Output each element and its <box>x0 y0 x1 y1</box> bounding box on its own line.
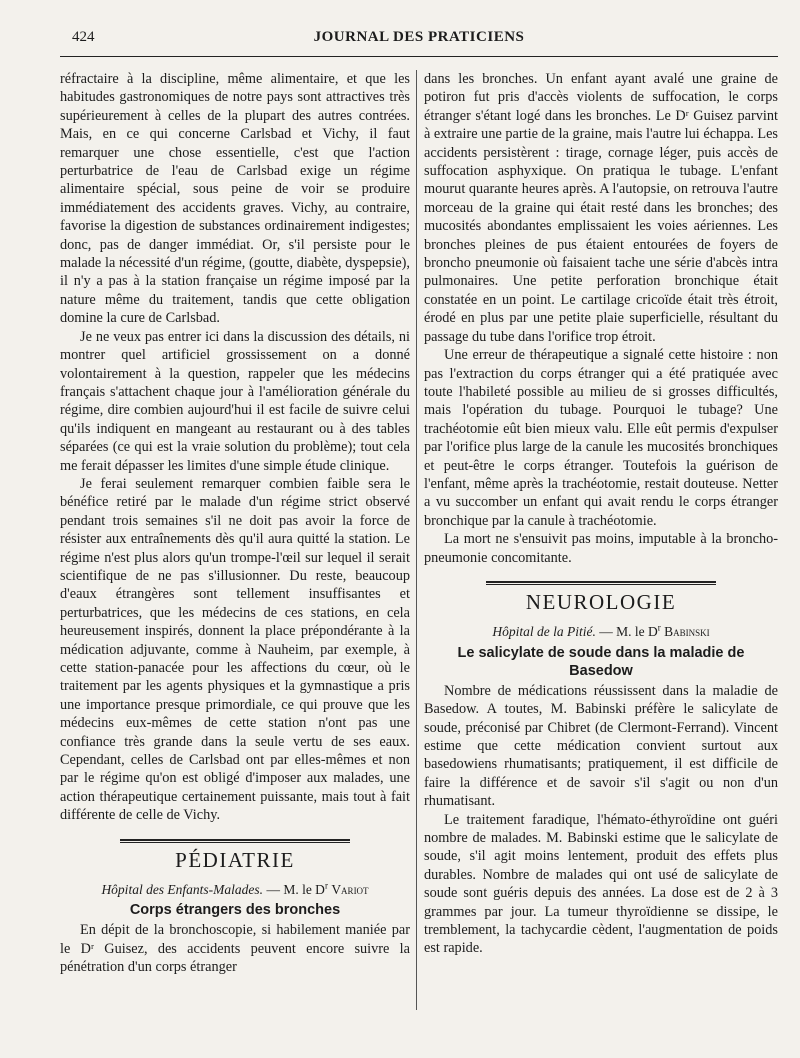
article-title: Corps étrangers des bronches <box>129 902 341 919</box>
hospital-author-prefix: — M. le D <box>599 624 658 640</box>
hospital-author-sup: r <box>324 880 328 891</box>
paragraph: Nombre de médications réussissent dans la maladie de Basedow. A toutes, M. Babinski préfère le salicylate de soude, préconisé par Chibret (de Clermont-Ferrand). Vincent estime que cette médication convient surtout aux basedowiens rhumatisants; pratiquement, il est difficile de faire la différence et de savoir s'il s'agit ou non d'un rhumatisant. <box>424 682 778 810</box>
paragraph: La mort ne s'ensuivit pas moins, imputable à la broncho-pneumonie concomitante. <box>424 531 778 566</box>
column-divider <box>416 70 417 1010</box>
page-number: 424 <box>72 29 95 45</box>
hospital-author-name: Babinski <box>664 624 710 640</box>
section-heading-pediatrie: PÉDIATRIE <box>120 839 350 871</box>
hospital-place: Hôpital de la Pitié. <box>492 624 596 640</box>
article-title: Le salicylate de soude dans la maladie de Basedow <box>457 644 745 679</box>
paragraph: réfractaire à la discipline, même alimentaire, et que les habitudes gastronomiques de notre pays sont attractives très supérieurement à celles de la plupart des autres contrées. Mais, en ce qui concerne Carlsbad et Vichy, il faut remarquer une chose essentielle, c'est que l'action perturbatrice de l'eau de Carlsbad exige un régime alimentaire spécial, sous peine de voir se produire immédiatement des accidents graves. Vichy, au contraire, favorise la digestion de substances ordinairement indigestes; donc, pas de danger immédiat. Or, s'il persiste pour le malade la nécessité d'un régime, (goutte, diabète, dyspepsie), il n'y a pas à la station française un régime imposé par la nature même du traitement, tandis que cette obligation domine la cure de Carlsbad. <box>60 71 410 327</box>
hospital-author-sup: r <box>657 622 661 633</box>
paragraph: Je ferai seulement remarquer combien faible sera le bénéfice retiré par le malade d'un régime strict observé pendant trois semaines s'il ne doit pas avoir la force de résister aux entraînements dès qu'il aura quitté la station. Le régime n'est plus alors qu'un trompe-l'œil sur lequel il serait scientifique de ne pas s'illusionner. Du reste, beaucoup d'eaux étrangères sont tellement insuffisantes et perturbatrices, que les médecins de ces stations, en cela heureusement inspirés, donnent la place prépondérante à la médication adjuvante, comme à Nauheim, par exemple, à cette station-panacée pour les affections du cœur, où le traitement par les agents physiques et la gymnastique a pris une importance presque primordiale, ce qui prouve que les médecins eux-mêmes de cette station n'ont pas une confiance très grande dans la seule vertu de ses eaux. Cependant, celles de Carlsbad ont par elles-mêmes et non par le régime qu'on est obligé d'imposer aux malades, une action thérapeutique certainement puissante, mais tout à fait différente de celle de Vichy. <box>60 475 410 824</box>
paragraph: En dépit de la bronchoscopie, si habilement maniée par le Dʳ Guisez, des accidents peuvent encore suivre la pénétration d'un corps étranger <box>60 922 410 976</box>
left-column <box>60 70 410 977</box>
hospital-author-prefix: — M. le D <box>266 882 325 898</box>
right-column <box>424 70 778 958</box>
hospital-place: Hôpital des Enfants-Malades. <box>101 882 264 898</box>
hospital-line <box>424 623 778 641</box>
paragraph: dans les bronches. Un enfant ayant avalé une graine de potiron fut pris d'accès violents de suffocation, le corps étranger s'étant logé dans les bronches. Le Dʳ Guisez parvint à extraire une partie de la graine, mais l'autre lui échappa. Les accidents persistèrent : tirage, cornage léger, puis accès de suffocation asphyxique. On pratiqua le tubage. L'enfant mourut quarante heures après. A l'autopsie, on retrouva l'autre morceau de la graine qui était resté dans les bronches; des mucosités abondantes emplissaient les voies aériennes. Les bronches pleines de pus étaient entourées de foyers de broncho pneumonie où faisaient tache une série d'abcès intra pulmonaires. Une petite perforation bronchique était constatée en un point. Le cartilage cricoïde était très étroit, érodé en plus par une petite plaie superficielle, résultant du passage du tube dans l'orifice trop étroit. <box>424 71 778 345</box>
hospital-line <box>60 881 410 899</box>
hospital-author-name: Variot <box>331 882 369 898</box>
section-heading-neurologie: NEUROLOGIE <box>486 581 716 613</box>
journal-title: JOURNAL DES PRATICIENS <box>313 29 525 45</box>
paragraph: Je ne veux pas entrer ici dans la discussion des détails, ni montrer quel artificiel grossissement on a donné volontairement à la question, rappeler que les médecins français s'attachent chaque jour à l'amélioration générale du régime, dire combien aujourd'hui il est facile de suivre celui qu'ils indiquent en mangeant au restaurant ou à des tables séparées (ce qui est la vraie solution du problème); tout cela me ferait dépasser les limites d'une simple étude clinique. <box>60 328 410 474</box>
paragraph: Une erreur de thérapeutique a signalé cette histoire : non pas l'extraction du corps étranger qui a été pratiquée avec toute l'habileté possible au milieu de si grosses difficultés, mais l'opération du tubage. Pourquoi le tubage? Une trachéotomie eût bien mieux valu. Elle eût permis d'expulser par l'orifice plus large de la canule les mucosités bronchiques et peut-être le corps étranger. Toutefois la guérison de l'enfant, même après la trachéotomie, restait douteuse. Netter a vu succomber un enfant qui avait rendu le corps étranger bronchique par la canule à trachéotomie. <box>424 347 778 529</box>
page-header <box>60 26 778 57</box>
paragraph: Le traitement faradique, l'hémato-éthyroïdine ont guéri nombre de malades. M. Babinski estime que le salicylate de soude, s'il agit moins lentement, produit des effets plus durables. Nombre de malades qui ont usé de salicylate de soude sont guéris depuis des années. La dose est de 2 à 3 grammes par jour. La tumeur thyroïdienne se dissipe, le tremblement, la tachycardie cèdent, l'augmentation de poids est rapide. <box>424 811 778 957</box>
